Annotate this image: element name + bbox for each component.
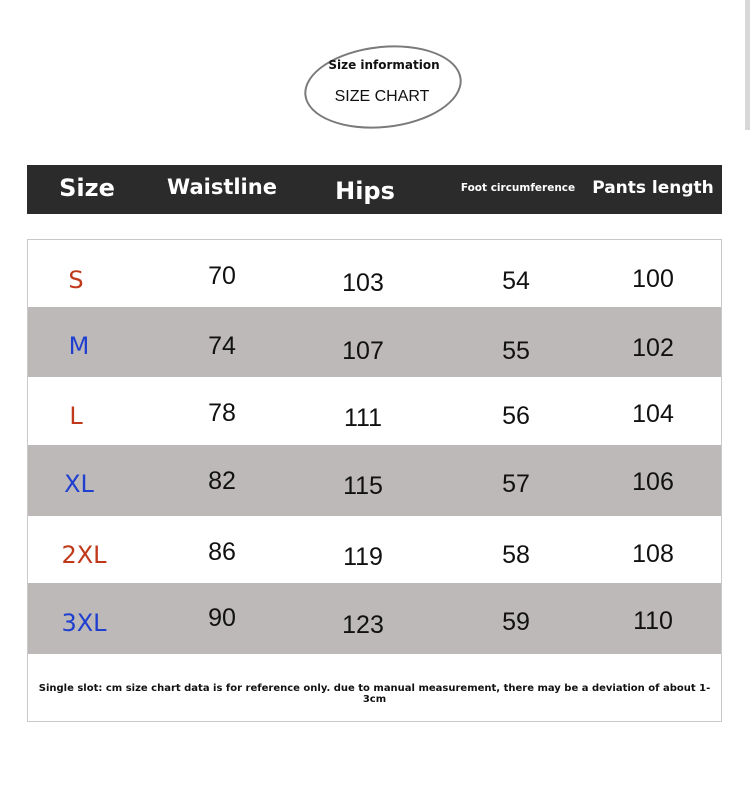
hips-value: 123 [342, 611, 384, 639]
foot-value: 58 [502, 541, 530, 569]
table-row [28, 445, 721, 516]
size-label: 2XL [61, 541, 107, 569]
size-table [27, 239, 722, 722]
hips-value: 119 [343, 543, 383, 571]
length-value: 110 [633, 607, 673, 635]
length-value: 108 [632, 540, 674, 568]
waistline-value: 74 [208, 332, 236, 360]
size-label: XL [64, 470, 94, 498]
length-value: 102 [632, 334, 674, 362]
title-oval [300, 38, 466, 136]
waistline-value: 78 [208, 399, 236, 427]
measurement-note: Single slot: cm size chart data is for reference only. due to manual measurement, there may be a deviation of about 1-3cm [38, 683, 711, 705]
size-label: S [68, 266, 84, 294]
table-row [28, 307, 721, 377]
foot-value: 54 [502, 267, 530, 295]
waistline-value: 82 [208, 467, 236, 495]
hips-value: 111 [343, 404, 382, 432]
table-row [28, 240, 721, 307]
page-title: SIZE CHART [334, 88, 430, 105]
size-label: 3XL [61, 609, 107, 637]
header-size: Size [59, 174, 115, 202]
hips-value: 115 [343, 472, 383, 500]
subtitle: Size information [328, 58, 440, 72]
foot-value: 57 [502, 470, 530, 498]
length-value: 100 [632, 265, 674, 293]
foot-value: 55 [502, 337, 530, 365]
waistline-value: 90 [208, 604, 236, 632]
length-value: 104 [632, 400, 674, 428]
waistline-value: 70 [208, 262, 236, 290]
table-row [28, 516, 721, 583]
table-row [28, 583, 721, 654]
header-pants-length: Pants length [592, 178, 714, 198]
hips-value: 103 [342, 269, 384, 297]
header-waistline: Waistline [167, 175, 277, 199]
length-value: 106 [632, 468, 674, 496]
header-hips: Hips [335, 177, 395, 205]
hips-value: 107 [342, 337, 384, 365]
edge-strip [745, 0, 750, 130]
waistline-value: 86 [208, 538, 236, 566]
size-label: M [68, 332, 90, 360]
table-header [27, 165, 722, 214]
foot-value: 56 [502, 402, 530, 430]
foot-value: 59 [502, 608, 530, 636]
table-row [28, 377, 721, 445]
size-label: L [69, 402, 83, 430]
header-foot-circumference: Foot circumference [460, 182, 576, 194]
